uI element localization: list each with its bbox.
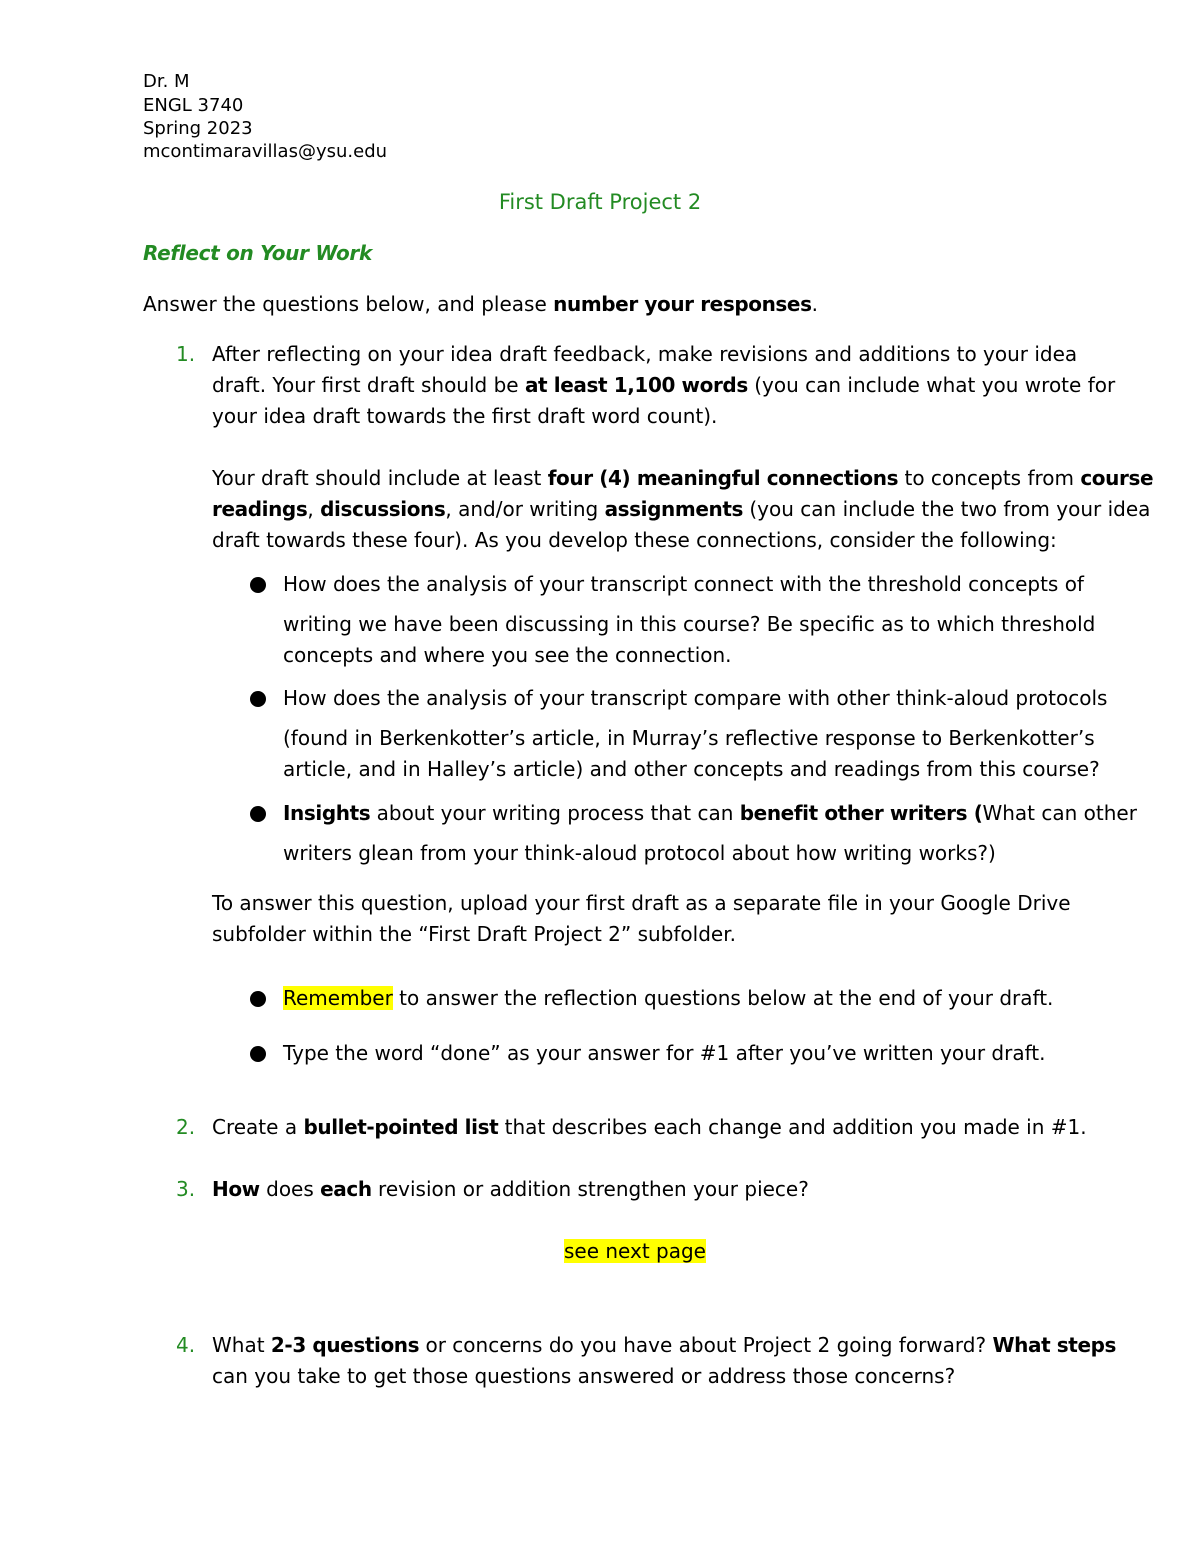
bullet-1-line-2: writing we have been discussing in this course? Be specific as to which threshold: [283, 612, 1096, 636]
author-name: Dr. M: [143, 71, 190, 92]
bullet-icon: [250, 1046, 266, 1062]
q1-line-2: draft. Your first draft should be at least 1,100 words (you can include what you wrote for: [212, 373, 1116, 397]
done-bullet: Type the word “done” as your answer for #1 after you’ve written your draft.: [283, 1041, 1046, 1065]
bullet-1-line-1: How does the analysis of your transcript connect with the threshold concepts of: [283, 572, 1084, 596]
bullet-2-line-1: How does the analysis of your transcript compare with other think-aloud protocols: [283, 686, 1108, 710]
q1-p2-line-1: Your draft should include at least four (4) meaningful connections to concepts from course: [212, 466, 1154, 490]
intro-paragraph: Answer the questions below, and please number your responses.: [143, 292, 818, 316]
question-number-3: 3.: [176, 1177, 196, 1201]
bullet-icon: [250, 991, 266, 1007]
document-title: First Draft Project 2: [498, 190, 702, 214]
q4-line-1: What 2-3 questions or concerns do you have about Project 2 going forward? What steps: [212, 1333, 1117, 1357]
question-number-4: 4.: [176, 1333, 196, 1357]
bullet-1-line-3: concepts and where you see the connection.: [283, 643, 732, 667]
q4-line-2: can you take to get those questions answered or address those concerns?: [212, 1364, 956, 1388]
see-next-page-note: see next page: [563, 1239, 706, 1263]
bullet-3-line-2: writers glean from your think-aloud protocol about how writing works?): [283, 841, 996, 865]
term: Spring 2023: [143, 118, 253, 139]
bullet-icon: [250, 577, 266, 593]
question-number-1: 1.: [176, 342, 196, 366]
course-code: ENGL 3740: [143, 95, 244, 116]
bullet-2-line-2: (found in Berkenkotter’s article, in Murray’s reflective response to Berkenkotter’s: [283, 726, 1095, 750]
q1-p2-line-2: readings, discussions, and/or writing assignments (you can include the two from your idea: [212, 497, 1151, 521]
upload-line-1: To answer this question, upload your first draft as a separate file in your Google Drive: [212, 891, 1071, 915]
upload-line-2: subfolder within the “First Draft Project 2” subfolder.: [212, 922, 736, 946]
reminder-bullet: Remember to answer the reflection questions below at the end of your draft.: [283, 986, 1054, 1010]
bullet-icon: [250, 806, 266, 822]
q2-text: Create a bullet-pointed list that describes each change and addition you made in #1.: [212, 1115, 1087, 1139]
section-heading: Reflect on Your Work: [143, 241, 372, 265]
q1-line-3: your idea draft towards the first draft word count).: [212, 404, 718, 428]
email: mcontimaravillas@ysu.edu: [143, 141, 388, 162]
question-number-2: 2.: [176, 1115, 196, 1139]
bullet-2-line-3: article, and in Halley’s article) and other concepts and readings from this course?: [283, 757, 1100, 781]
q3-text: How does each revision or addition strengthen your piece?: [212, 1177, 809, 1201]
bullet-3-line-1: Insights about your writing process that can benefit other writers (What can other: [283, 801, 1137, 825]
q1-p2-line-3: draft towards these four). As you develop these connections, consider the following:: [212, 528, 1057, 552]
bullet-icon: [250, 691, 266, 707]
q1-line-1: After reflecting on your idea draft feedback, make revisions and additions to your idea: [212, 342, 1078, 366]
